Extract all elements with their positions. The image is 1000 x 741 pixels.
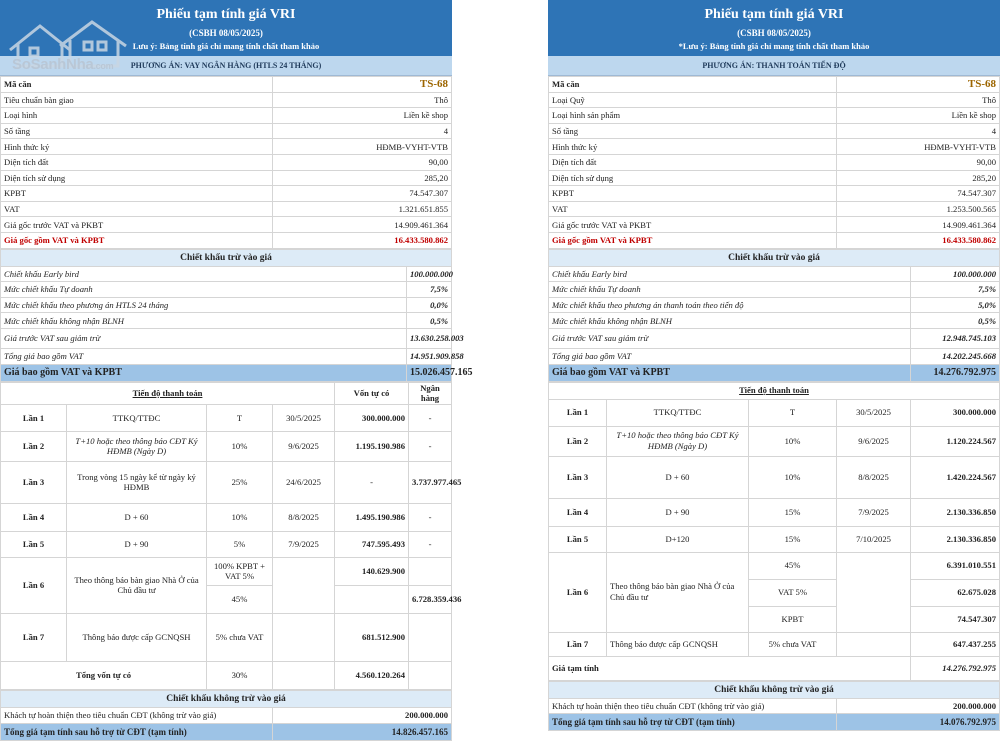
table-row: Lần 6 Theo thông báo bàn giao Nhà Ở của Chủ đầu tư 45% 6.391.010.551 [549,552,1000,579]
left-final-label: Tổng giá tạm tính sau hỗ trợ từ CĐT (tạm tính) [1,723,273,740]
table-row: Mức chiết khấu theo phương án HTLS 24 tháng 0,0% [1,297,452,313]
table-row: Mức chiết khấu không nhận BLNH 0,5% [549,313,1000,329]
right-final-label: Tổng giá tạm tính sau hỗ trợ từ CĐT (tạm tính) [549,714,837,731]
table-row: Lần 4 D + 60 10% 8/8/2025 1.495.190.986 - [1,503,452,531]
table-row: Khách tự hoàn thiện theo tiêu chuẩn CĐT (không trừ vào giá) 200.000.000 [1,707,452,723]
right-title: Phiếu tạm tính giá VRI [704,7,844,22]
table-row: Lần 5 D + 90 5% 7/9/2025 747.595.493 - [1,531,452,557]
table-row: Tổng giá bao gồm VAT 14.202.245.668 [549,348,1000,364]
table-row: Mã căn TS-68 [1,77,452,93]
table-row: Diện tích sử dụng 285,20 [549,170,1000,186]
table-row: Hình thức ký HĐMB-VYHT-VTB [1,139,452,155]
table-row: Loại hình sản phẩm Liền kề shop [549,108,1000,124]
left-schedule-table [0,382,462,690]
table-row: Lần 3 D + 60 10% 8/8/2025 1.420.224.567 [549,456,1000,498]
left-col-equity: Vốn tự có [335,382,409,404]
table-row: Lần 1 TTKQ/TTĐC T 30/5/2025 300.000.000 [549,399,1000,426]
right-info-table [548,76,1000,249]
watermark-brand: SoSanhNha.com [12,56,114,73]
table-row: Tổng giá bao gồm VAT 14.951.909.858 [1,348,452,364]
table-row: Số tầng 4 [1,123,452,139]
table-row: Giá tạm tính 14.276.792.975 [549,656,1000,680]
table-row: Tổng vốn tự có 30% 4.560.120.264 [1,661,452,689]
table-row: Tiêu chuẩn bàn giao Thô [1,92,452,108]
right-header [548,0,1000,56]
right-footer-table [548,681,1000,732]
left-final-value: 14.826.457.165 [273,723,452,740]
table-row: Lần 2 T+10 hoặc theo thông báo CĐT Ký HĐMB (Ngày D) 10% 9/6/2025 1.195.190.986 - [1,431,452,461]
right-nodisc-title: Chiết khấu không trừ vào giá [549,681,1000,698]
table-row: Khách tự hoàn thiện theo tiêu chuẩn CĐT (không trừ vào giá) 200.000.000 [549,698,1000,714]
table-row: VAT 1.253.500.565 [549,201,1000,217]
table-row: Lần 3 Trong vòng 15 ngày kể từ ngày ký HĐMB 25% 24/6/2025 - 3.737.977.465 [1,461,452,503]
table-row: Lần 6 Theo thông báo bàn giao Nhà Ở của Chủ đầu tư 100% KPBT + VAT 5% 140.629.900 [1,557,452,585]
table-row: Mức chiết khấu Tự doanh 7,5% [549,282,1000,298]
left-header [0,0,452,56]
table-row: Giá gốc trước VAT và PKBT 14.909.461.364 [1,217,452,233]
left-nodisc-title: Chiết khấu không trừ vào giá [1,690,452,707]
table-row: Mức chiết khấu theo phương án thanh toán theo tiến độ 5,0% [549,297,1000,313]
left-schedule-title: Tiến độ thanh toán [1,382,335,404]
table-row: Chiết khấu Early bird 100.000.000 [549,266,1000,282]
left-info-table [0,76,452,249]
right-schedule-table [548,382,1000,681]
table-row: VAT 5% 62.675.028 [549,579,1000,606]
left-col-bank: Ngân hàng [409,382,452,404]
left-total-label: Giá bao gồm VAT và KPBT [1,364,407,381]
table-row: Giá gốc gồm VAT và KPBT 16.433.580.862 [1,232,452,248]
table-row: Diện tích sử dụng 285,20 [1,170,452,186]
table-row: KPBT 74.547.307 [549,186,1000,202]
right-schedule-title: Tiến độ thanh toán [549,382,1000,399]
table-row: KPBT 74.547.307 [549,606,1000,632]
left-price-sheet [0,0,473,739]
table-row: Loại Quỹ Thô [549,92,1000,108]
right-note: *Lưu ý: Bảng tính giá chỉ mang tính chất tham khảo [678,41,870,51]
table-row: Giá trước VAT sau giảm trừ 13.630.258.003 [1,328,452,348]
table-row: Lần 1 TTKQ/TTĐC T 30/5/2025 300.000.000 - [1,404,452,431]
table-row: Giá gốc trước VAT và PKBT 14.909.461.364 [549,217,1000,233]
left-note: Lưu ý: Bảng tính giá chỉ mang tính chất tham khảo [132,41,320,51]
table-row: Lần 7 Thông báo được cấp GCNQSH 5% chưa VAT 681.512.900 [1,613,452,661]
table-row: Diện tích đất 90,00 [1,154,452,170]
table-row: 45% 6.728.359.436 [1,585,452,613]
right-plan: PHƯƠNG ÁN: THANH TOÁN TIẾN ĐỘ [548,56,1000,76]
table-row: Số tầng 4 [549,123,1000,139]
table-row: Chiết khấu Early bird 100.000.000 [1,266,452,282]
right-final-value: 14.076.792.975 [837,714,1000,731]
table-row: Giá trước VAT sau giảm trừ 12.948.745.103 [549,328,1000,348]
table-row: Mức chiết khấu Tự doanh 7,5% [1,282,452,298]
table-row: Giá gốc gồm VAT và KPBT 16.433.580.862 [549,232,1000,248]
left-subtitle: (CSBH 08/05/2025) [189,28,263,38]
right-total-value: 14.276.792.975 [911,364,1000,381]
left-title: Phiếu tạm tính giá VRI [156,7,296,22]
table-row: KPBT 74.547.307 [1,186,452,202]
table-row: Hình thức ký HĐMB-VYHT-VTB [549,139,1000,155]
right-subtitle: (CSBH 08/05/2025) [737,28,811,38]
table-row: Diện tích đất 90,00 [549,154,1000,170]
table-row: Lần 7 Thông báo được cấp GCNQSH 5% chưa VAT 647.437.255 [549,632,1000,656]
right-total-label: Giá bao gồm VAT và KPBT [549,364,911,381]
right-discount-title: Chiết khấu trừ vào giá [549,249,1000,266]
table-row: Loại hình Liền kề shop [1,108,452,124]
table-row: Lần 5 D+120 15% 7/10/2025 2.130.336.850 [549,526,1000,552]
left-discount-table [0,249,473,382]
right-price-sheet [548,0,1000,739]
left-discount-title: Chiết khấu trừ vào giá [1,249,452,266]
left-plan: PHƯƠNG ÁN: VAY NGÂN HÀNG (HTLS 24 THÁNG) [0,56,452,76]
left-total-value: 15.026.457.165 [407,364,452,381]
table-row: Lần 4 D + 90 15% 7/9/2025 2.130.336.850 [549,498,1000,526]
left-footer-table [0,690,452,741]
table-row: Lần 2 T+10 hoặc theo thông báo CĐT Ký HĐMB (Ngày D) 10% 9/6/2025 1.120.224.567 [549,426,1000,456]
table-row: Mức chiết khấu không nhận BLNH 0,5% [1,313,452,329]
table-row: Mã căn TS-68 [549,77,1000,93]
right-discount-table [548,249,1000,382]
table-row: VAT 1.321.651.855 [1,201,452,217]
